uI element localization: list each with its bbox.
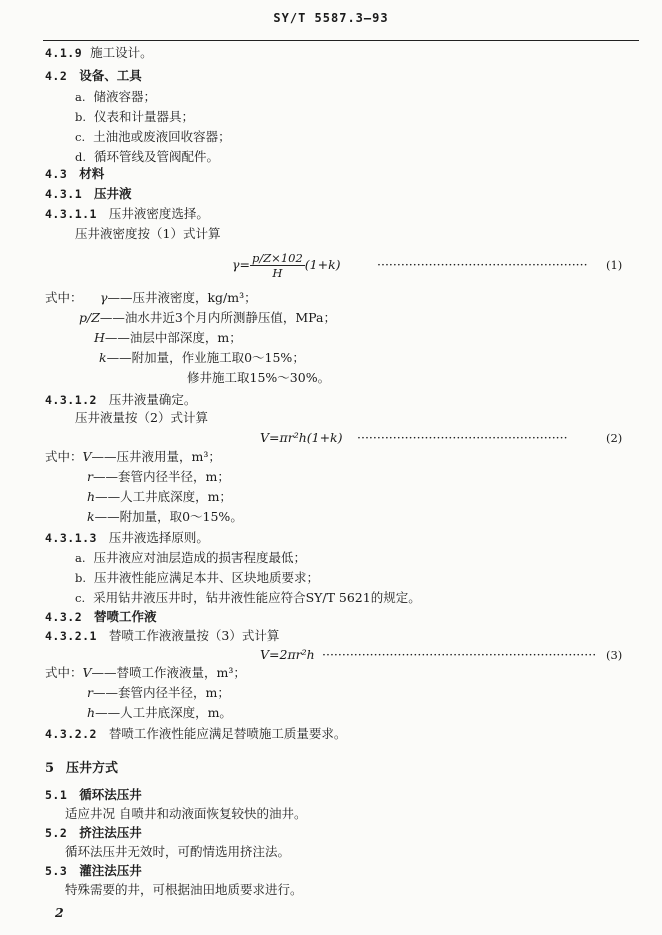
clause-number: 4.2: [45, 69, 68, 83]
clause-4-1-9: [45, 45, 153, 61]
symbol-def: h——人工井底深度，m。: [87, 705, 232, 720]
clause-4-3-1-2: 4.3.1.2 压井液量确定。: [45, 392, 197, 407]
clause-4-3-1-1: 4.3.1.1 压井液密度选择。: [45, 206, 209, 221]
header-rule: [43, 40, 639, 41]
clause-4-3-1: 4.3.1 压井液: [45, 186, 132, 201]
list-item: c. 土油池或废液回收容器；: [75, 129, 231, 144]
symbol-def: k——附加量，取0～15%。: [87, 509, 243, 524]
clause-4-3-2-2: 4.3.2.2 替喷工作液性能应满足替喷施工质量要求。: [45, 726, 347, 741]
symbol-def: r——套管内径半径，m；: [87, 469, 230, 484]
formula-intro: 压井液密度按（1）式计算: [75, 226, 221, 241]
clause-4-3-1-3: 4.3.1.3 压井液选择原则。: [45, 530, 209, 545]
page-header: SY/T 5587.3—93: [273, 11, 389, 25]
list-item: b. 压井液性能应满足本井、区块地质要求；: [75, 570, 319, 585]
leader-dots: ·····················································: [357, 430, 568, 445]
clause-number: 4.1.9: [45, 46, 83, 60]
clause-heading: 设备、工具: [79, 68, 142, 83]
clause-4-3-2-1: 4.3.2.1 替喷工作液液量按（3）式计算: [45, 628, 280, 643]
where-line: 式中：V——压井液用量，m³；: [45, 449, 221, 464]
clause-5-2: 5.2 挤注法压井: [45, 825, 142, 840]
list-item: b. 仪表和计量器具；: [75, 109, 194, 124]
where-line: 式中：: [45, 290, 83, 305]
symbol-def: h——人工井底深度，m；: [87, 489, 232, 504]
clause-5-1: 5.1 循环法压井: [45, 787, 142, 802]
symbol-def: r——套管内径半径，m；: [87, 685, 230, 700]
list-item: d. 循环管线及管阀配件。: [75, 149, 219, 164]
fraction: $\frac{p/Z\times 102}{H}$: [251, 251, 303, 280]
clause-text: 施工设计。: [90, 45, 153, 60]
clause-4-3: 4.3 材料: [45, 166, 105, 181]
formula-3: V=2πr²h: [260, 647, 315, 662]
leader-dots: ·····································································: [322, 647, 597, 662]
equation-number: (2): [606, 431, 623, 445]
equation-number: (3): [606, 648, 623, 662]
clause-body: 特殊需要的井，可根据油田地质要求进行。: [65, 882, 303, 897]
clause-4-2: [45, 68, 142, 84]
list-item: a. 压井液应对油层造成的损害程度最低；: [75, 550, 306, 565]
page-number: 2: [55, 905, 64, 920]
symbol-def: γ——压井液密度，kg/m³；: [100, 290, 257, 305]
symbol-def-cont: 修井施工取15%～30%。: [187, 370, 331, 385]
clause-body: 循环法压井无效时，可酌情选用挤注法。: [65, 844, 291, 859]
symbol-def: p/Z——油水井近3个月内所测静压值，MPa；: [79, 310, 336, 325]
clause-5-3: 5.3 灌注法压井: [45, 863, 142, 878]
list-item: c. 采用钻井液压井时，钻井液性能应符合SY/T 5621的规定。: [75, 590, 421, 605]
symbol-def: k——附加量，作业施工取0～15%；: [99, 350, 305, 365]
formula-2: V=πr²h(1+k): [260, 430, 343, 445]
equation-number: (1): [606, 258, 623, 272]
list-item: a. 储液容器；: [75, 89, 156, 104]
where-line: 式中：V——替喷工作液液量，m³；: [45, 665, 246, 680]
section-5: 5 压井方式: [45, 761, 118, 776]
clause-4-3-2: 4.3.2 替喷工作液: [45, 609, 157, 624]
formula-1: γ= $\frac{p/Z\times 102}{H}$ (1+k): [232, 251, 341, 280]
symbol-def: H——油层中部深度，m；: [94, 330, 242, 345]
leader-dots: ·····················································: [377, 257, 588, 272]
formula-intro: 压井液量按（2）式计算: [75, 410, 208, 425]
clause-body: 适应井况 自喷井和动液面恢复较快的油井。: [65, 806, 307, 821]
